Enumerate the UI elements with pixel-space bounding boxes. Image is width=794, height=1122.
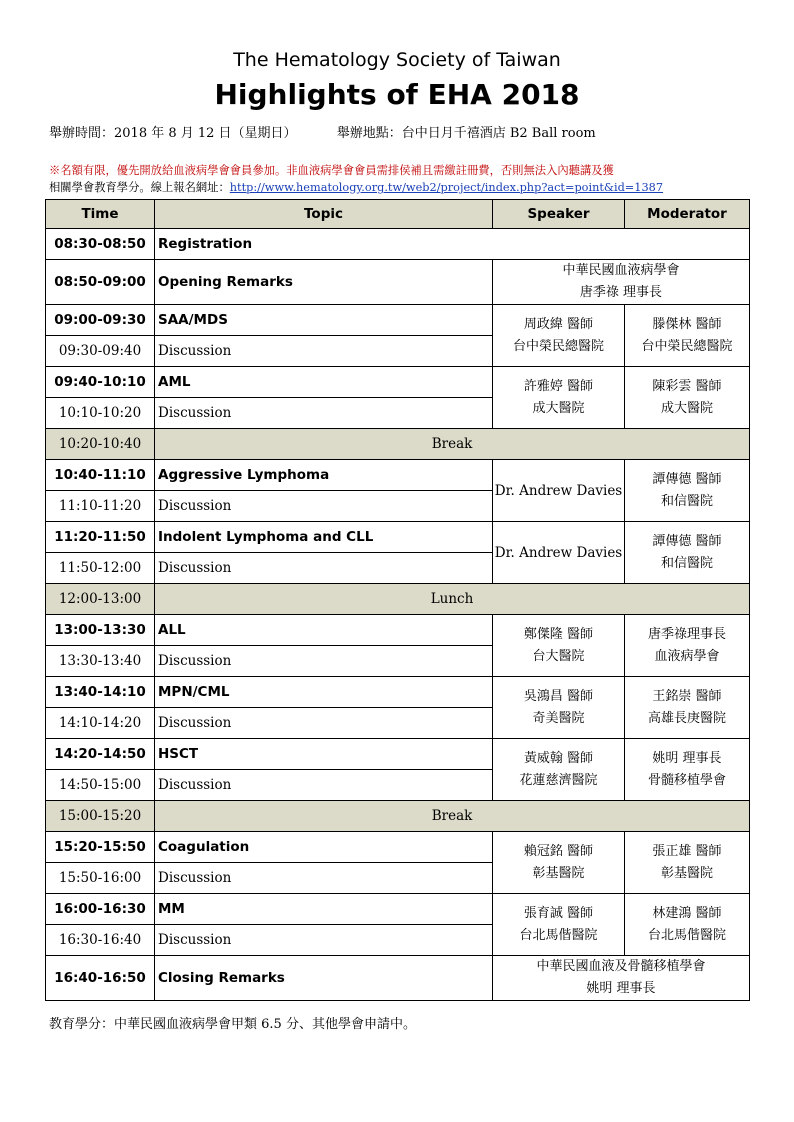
- host-cell: [493, 956, 750, 1001]
- moderator-affiliation: 骨髓移植學會: [647, 772, 726, 788]
- table-row: [46, 260, 750, 305]
- schedule-table: [45, 199, 750, 1001]
- col-speaker: Speaker: [493, 200, 625, 229]
- speaker-cell: [493, 367, 625, 429]
- topic-cell: Discussion: [155, 925, 493, 956]
- speaker-cell: [493, 894, 625, 956]
- moderator-name: 陳彩雲 醫師: [652, 378, 722, 394]
- speaker-name: 許雅婷 醫師: [523, 378, 594, 394]
- time-cell: 15:20-15:50: [46, 832, 155, 863]
- speaker-name: 吳鴻昌 醫師: [523, 688, 594, 704]
- speaker-cell: [493, 677, 625, 739]
- speaker-cell: Dr. Andrew Davies: [493, 460, 625, 522]
- break-row: [46, 429, 750, 460]
- time-cell: 13:40-14:10: [46, 677, 155, 708]
- time-cell: 11:10-11:20: [46, 491, 155, 522]
- table-row: [46, 522, 750, 553]
- notice-line-2: [49, 179, 761, 196]
- topic-cell: MM: [155, 894, 493, 925]
- host-person: 姚明 理事長: [586, 981, 656, 996]
- break-row: [46, 801, 750, 832]
- speaker-name: 張育誠 醫師: [523, 905, 594, 921]
- topic-cell: Registration: [155, 229, 750, 260]
- col-time: Time: [46, 200, 155, 229]
- topic-cell: Discussion: [155, 708, 493, 739]
- speaker-affiliation: 彰基醫院: [532, 865, 585, 881]
- moderator-name: 唐季祿理事長: [647, 626, 726, 642]
- table-row: [46, 367, 750, 398]
- time-cell: 15:50-16:00: [46, 863, 155, 894]
- topic-cell: Discussion: [155, 646, 493, 677]
- moderator-affiliation: 台北馬偕醫院: [647, 927, 726, 943]
- time-cell: 10:20-10:40: [46, 429, 155, 460]
- lunch-row: [46, 584, 750, 615]
- host-org: 中華民國血液及骨髓移植學會: [536, 959, 706, 974]
- event-place: 舉辦地點：台中日月千禧酒店 B2 Ball room: [336, 126, 596, 141]
- moderator-name: 滕傑林 醫師: [652, 316, 722, 332]
- speaker-cell: [493, 305, 625, 367]
- table-row: [46, 305, 750, 336]
- topic-cell: MPN/CML: [155, 677, 493, 708]
- time-cell: 11:20-11:50: [46, 522, 155, 553]
- moderator-affiliation: 成大醫院: [660, 400, 713, 416]
- host-cell: [493, 260, 750, 305]
- moderator-affiliation: 彰基醫院: [660, 865, 713, 881]
- event-info: [49, 122, 596, 141]
- topic-cell: Closing Remarks: [155, 956, 493, 1001]
- moderator-name: 譚傳德 醫師: [652, 533, 722, 549]
- table-row: [46, 894, 750, 925]
- event-time: 舉辦時間：2018 年 8 月 12 日（星期日）: [49, 126, 297, 141]
- topic-cell: Discussion: [155, 770, 493, 801]
- speaker-name: 賴冠銘 醫師: [523, 843, 594, 859]
- speaker-affiliation: 台北馬偕醫院: [519, 927, 598, 943]
- table-row: [46, 460, 750, 491]
- topic-cell: Opening Remarks: [155, 260, 493, 305]
- time-cell: 16:40-16:50: [46, 956, 155, 1001]
- time-cell: 08:50-09:00: [46, 260, 155, 305]
- registration-notice: [49, 162, 761, 196]
- lunch-label: Lunch: [155, 584, 750, 615]
- time-cell: 08:30-08:50: [46, 229, 155, 260]
- table-row: [46, 229, 750, 260]
- header-row: [46, 200, 750, 229]
- topic-cell: AML: [155, 367, 493, 398]
- moderator-affiliation: 台中榮民總醫院: [641, 338, 733, 354]
- host-org: 中華民國血液病學會: [562, 263, 680, 278]
- speaker-cell: [493, 832, 625, 894]
- speaker-name: 鄭傑隆 醫師: [523, 626, 594, 642]
- time-cell: 16:00-16:30: [46, 894, 155, 925]
- topic-cell: Discussion: [155, 398, 493, 429]
- moderator-cell: [625, 522, 750, 584]
- host-person: 唐季祿 理事長: [579, 285, 663, 300]
- time-cell: 11:50-12:00: [46, 553, 155, 584]
- speaker-cell: Dr. Andrew Davies: [493, 522, 625, 584]
- organization-name: The Hematology Society of Taiwan: [233, 49, 561, 71]
- table-row: [46, 739, 750, 770]
- moderator-name: 譚傳德 醫師: [652, 471, 722, 487]
- speaker-affiliation: 台大醫院: [532, 648, 585, 664]
- table-row: [46, 677, 750, 708]
- topic-cell: HSCT: [155, 739, 493, 770]
- col-moderator: Moderator: [625, 200, 750, 229]
- time-cell: 10:10-10:20: [46, 398, 155, 429]
- moderator-affiliation: 和信醫院: [660, 493, 713, 509]
- moderator-cell: [625, 832, 750, 894]
- speaker-name: 周政緯 醫師: [523, 316, 594, 332]
- moderator-cell: [625, 677, 750, 739]
- moderator-affiliation: 和信醫院: [660, 555, 713, 571]
- topic-cell: Discussion: [155, 491, 493, 522]
- time-cell: 10:40-11:10: [46, 460, 155, 491]
- time-cell: 14:20-14:50: [46, 739, 155, 770]
- time-cell: 14:50-15:00: [46, 770, 155, 801]
- speaker-cell: [493, 615, 625, 677]
- moderator-name: 林建鴻 醫師: [652, 905, 722, 921]
- time-cell: 09:30-09:40: [46, 336, 155, 367]
- moderator-cell: [625, 305, 750, 367]
- moderator-name: 姚明 理事長: [652, 750, 722, 766]
- notice-line-1: ※名額有限，優先開放給血液病學會會員參加。非血液病學會會員需排侯補且需繳註冊費，否則無法入內聽講及獲: [49, 164, 614, 177]
- topic-cell: Aggressive Lymphoma: [155, 460, 493, 491]
- table-row: [46, 832, 750, 863]
- moderator-cell: [625, 367, 750, 429]
- time-cell: 09:00-09:30: [46, 305, 155, 336]
- time-cell: 12:00-13:00: [46, 584, 155, 615]
- moderator-name: 張正雄 醫師: [652, 843, 722, 859]
- break-label: Break: [155, 801, 750, 832]
- time-cell: 15:00-15:20: [46, 801, 155, 832]
- time-cell: 16:30-16:40: [46, 925, 155, 956]
- col-topic: Topic: [155, 200, 493, 229]
- credit-footer: 教育學分：中華民國血液病學會甲類 6.5 分、其他學會申請中。: [49, 1017, 416, 1032]
- page-title: Highlights of EHA 2018: [214, 78, 580, 111]
- topic-cell: Coagulation: [155, 832, 493, 863]
- speaker-affiliation: 成大醫院: [532, 400, 585, 416]
- time-cell: 13:30-13:40: [46, 646, 155, 677]
- topic-cell: Discussion: [155, 336, 493, 367]
- topic-cell: Indolent Lymphoma and CLL: [155, 522, 493, 553]
- moderator-cell: [625, 894, 750, 956]
- topic-cell: Discussion: [155, 553, 493, 584]
- moderator-cell: [625, 460, 750, 522]
- moderator-affiliation: 血液病學會: [654, 648, 720, 664]
- moderator-cell: [625, 739, 750, 801]
- speaker-affiliation: 奇美醫院: [532, 710, 585, 726]
- speaker-affiliation: 花蓮慈濟醫院: [519, 772, 598, 788]
- speaker-name: 黃威翰 醫師: [523, 750, 594, 766]
- topic-cell: SAA/MDS: [155, 305, 493, 336]
- time-cell: 13:00-13:30: [46, 615, 155, 646]
- moderator-affiliation: 高雄長庚醫院: [647, 710, 726, 726]
- moderator-name: 王銘崇 醫師: [652, 688, 722, 704]
- moderator-cell: [625, 615, 750, 677]
- break-label: Break: [155, 429, 750, 460]
- topic-cell: ALL: [155, 615, 493, 646]
- time-cell: 09:40-10:10: [46, 367, 155, 398]
- speaker-cell: [493, 739, 625, 801]
- speaker-affiliation: 台中榮民總醫院: [512, 338, 604, 354]
- registration-link[interactable]: http://www.hematology.org.tw/web2/project/index.php?act=point&id=1387: [229, 181, 664, 194]
- time-cell: 14:10-14:20: [46, 708, 155, 739]
- topic-cell: Discussion: [155, 863, 493, 894]
- table-row: [46, 615, 750, 646]
- table-row: [46, 956, 750, 1001]
- notice-line-2-prefix: 相關學會教育學分。線上報名網址：: [49, 181, 230, 194]
